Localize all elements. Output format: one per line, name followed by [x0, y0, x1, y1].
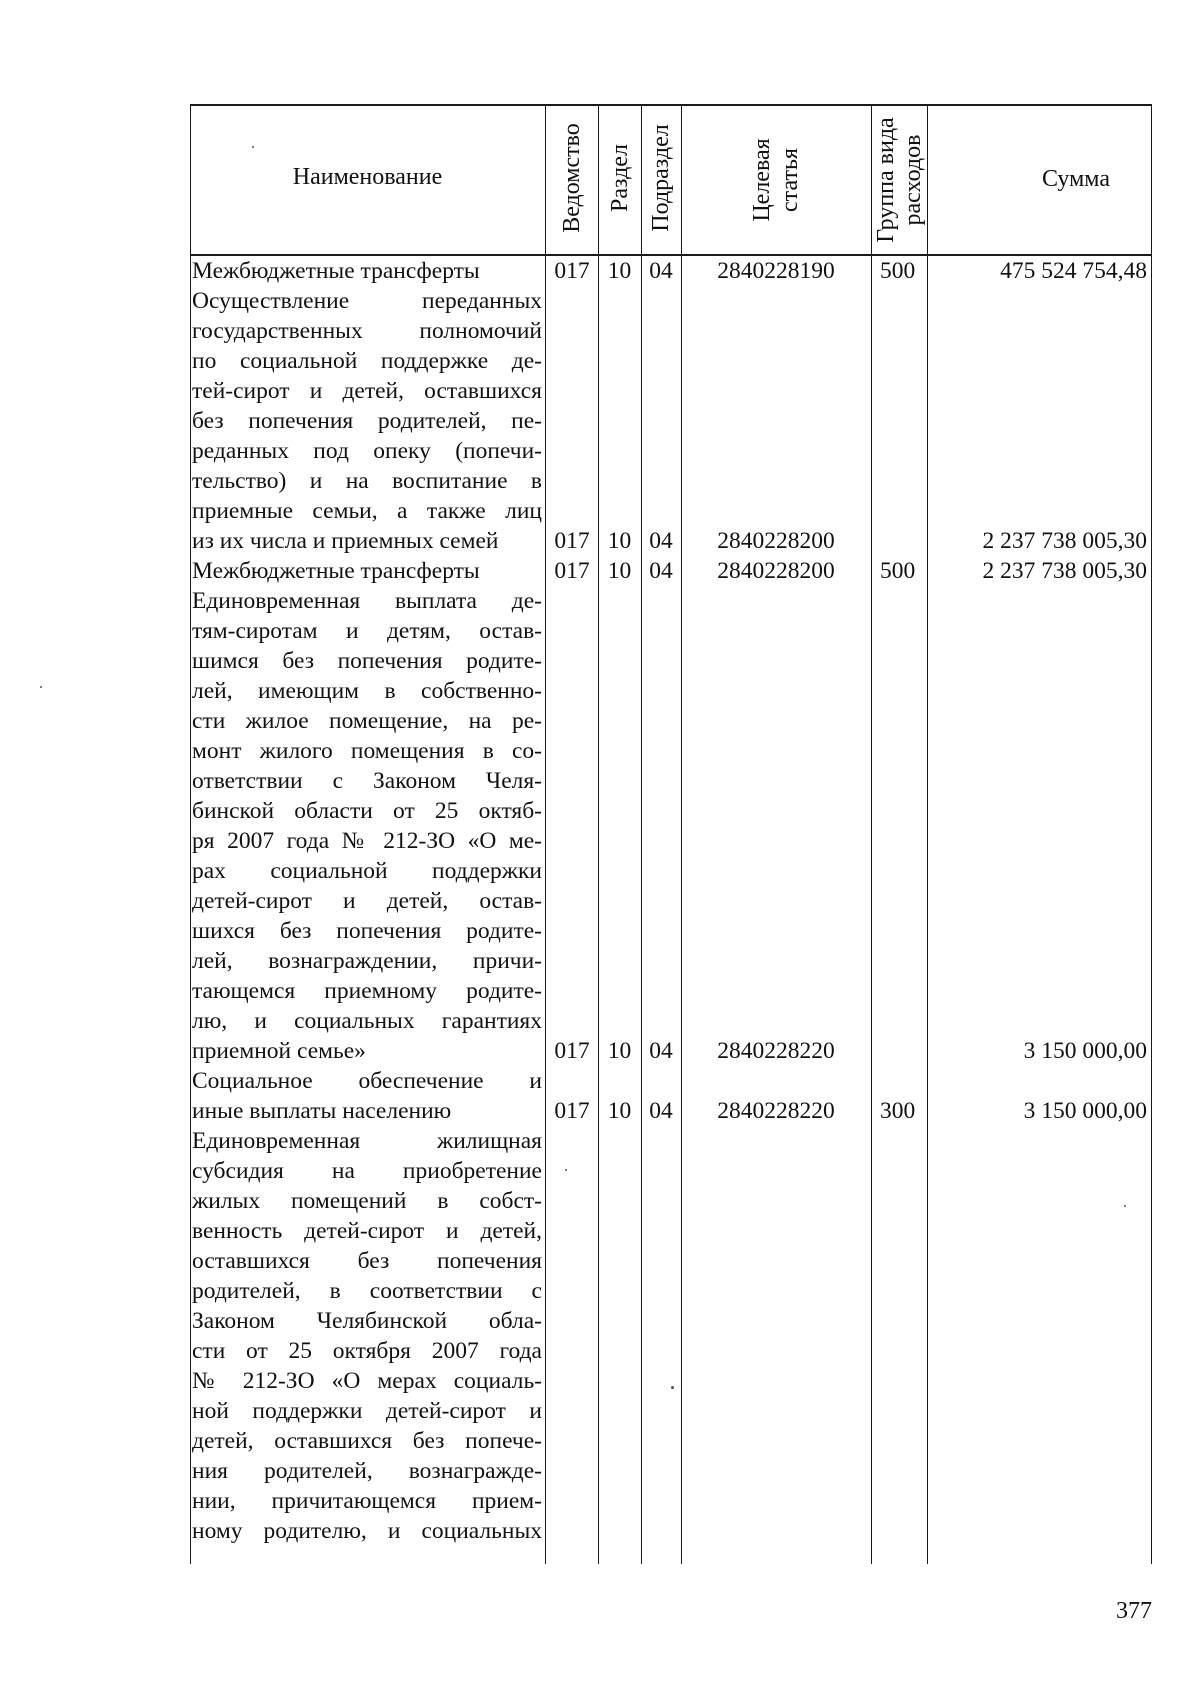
- summa-cell: 475 524 754,48: [1000, 258, 1147, 284]
- name-line: № 212-ЗО «О мерах социаль-: [192, 1368, 542, 1394]
- celevaya-cell: 2840228220: [717, 1098, 835, 1124]
- name-column: [192, 256, 542, 1546]
- razdel-cell: 10: [607, 558, 632, 584]
- razdel-cell: 10: [607, 528, 632, 554]
- name-line: рах социальной поддержки: [192, 858, 542, 884]
- name-line: Межбюджетные трансферты: [192, 558, 480, 584]
- header-gruppa-line2: расходов: [900, 134, 926, 226]
- name-line: приемные семьи, а также лиц: [192, 498, 542, 524]
- col-divider-cel: [681, 104, 682, 1564]
- header-summa: Сумма: [1042, 166, 1110, 192]
- name-line: жилых помещений в собст-: [192, 1188, 542, 1214]
- podrazdel-cell: 04: [649, 1098, 673, 1124]
- gruppa-cell: 500: [880, 558, 916, 584]
- header-vedomstvo: Ведомство: [559, 123, 585, 233]
- name-line: приемной семье»: [192, 1038, 366, 1064]
- name-line: шихся без попечения родите-: [192, 918, 542, 944]
- podrazdel-cell: 04: [649, 1038, 673, 1064]
- header-podrazdel: Подраздел: [648, 124, 674, 232]
- vedomstvo-cell: 017: [554, 1038, 590, 1064]
- header-celevaya-line2: статья: [777, 148, 803, 212]
- name-line: родителей, в соответствии с: [192, 1278, 542, 1304]
- name-line: Социальное обеспечение и: [192, 1068, 542, 1094]
- col-divider-sum: [927, 104, 928, 1564]
- celevaya-cell: 2840228200: [717, 528, 835, 554]
- table-top-border: [190, 104, 1152, 106]
- scan-speck: [252, 146, 254, 148]
- name-line: ния родителей, вознагражде-: [192, 1458, 542, 1484]
- summa-cell: 3 150 000,00: [1023, 1098, 1147, 1124]
- header-razdel: Раздел: [607, 144, 633, 212]
- name-line: лю, и социальных гарантиях: [192, 1008, 542, 1034]
- name-line: по социальной поддержке де-: [192, 348, 542, 374]
- celevaya-cell: 2840228220: [717, 1038, 835, 1064]
- name-line: тям-сиротам и детям, остав-: [192, 618, 542, 644]
- razdel-cell: 10: [607, 1098, 632, 1124]
- razdel-cell: 10: [607, 258, 632, 284]
- razdel-cell: 10: [607, 1038, 632, 1064]
- name-line: тающемся приемному родите-: [192, 978, 542, 1004]
- col-divider-raz: [598, 104, 599, 1564]
- name-line: Межбюджетные трансферты: [192, 258, 480, 284]
- scan-speck: [40, 686, 42, 688]
- podrazdel-cell: 04: [649, 528, 673, 554]
- scan-speck: [565, 1169, 567, 1171]
- name-line: государственных полномочий: [192, 318, 542, 344]
- vedomstvo-cell: 017: [554, 1098, 590, 1124]
- scan-speck: [1124, 1205, 1126, 1207]
- name-line: детей, оставшихся без попече-: [192, 1428, 542, 1454]
- gruppa-cell: 500: [880, 258, 916, 284]
- name-line: тельство) и на воспитание в: [192, 468, 542, 494]
- name-line: бинской области от 25 октяб-: [192, 798, 542, 824]
- name-line: ному родителю, и социальных: [192, 1518, 542, 1544]
- name-line: Законом Челябинской обла-: [192, 1308, 542, 1334]
- name-line: ной поддержки детей-сирот и: [192, 1398, 542, 1424]
- celevaya-cell: 2840228190: [717, 258, 835, 284]
- name-line: венность детей-сирот и детей,: [192, 1218, 542, 1244]
- name-line: оставшихся без попечения: [192, 1248, 542, 1274]
- name-line: из их числа и приемных семей: [192, 528, 499, 554]
- header-gruppa-line1: Группа вида: [873, 117, 899, 243]
- summa-cell: 2 237 738 005,30: [982, 528, 1147, 554]
- name-line: ря 2007 года № 212-ЗО «О ме-: [192, 828, 542, 854]
- vedomstvo-cell: 017: [554, 558, 590, 584]
- name-line: Единовременная жилищная: [192, 1128, 542, 1154]
- name-line: Осуществление переданных: [192, 288, 542, 314]
- name-line: лей, имеющим в собственно-: [192, 678, 542, 704]
- header-name: Наименование: [292, 164, 443, 190]
- name-line: Единовременная выплата де-: [192, 588, 542, 614]
- vedomstvo-cell: 017: [554, 258, 590, 284]
- name-line: тей-сирот и детей, оставшихся: [192, 378, 542, 404]
- name-line: сти жилое помещение, на ре-: [192, 708, 542, 734]
- col-divider-ved: [545, 104, 546, 1564]
- col-divider-grp: [871, 104, 872, 1564]
- name-line: сти от 25 октября 2007 года: [192, 1338, 542, 1364]
- table-right-border: [1151, 104, 1152, 1564]
- vedomstvo-cell: 017: [554, 528, 590, 554]
- celevaya-cell: 2840228200: [717, 558, 835, 584]
- summa-cell: 3 150 000,00: [1023, 1038, 1147, 1064]
- page-number: 377: [1116, 1598, 1152, 1624]
- name-line: субсидия на приобретение: [192, 1158, 542, 1184]
- name-line: реданных под опеку (попечи-: [192, 438, 542, 464]
- name-line: лей, вознаграждении, причи-: [192, 948, 542, 974]
- name-line: иные выплаты населению: [192, 1098, 452, 1124]
- name-line: без попечения родителей, пе-: [192, 408, 542, 434]
- podrazdel-cell: 04: [649, 258, 673, 284]
- gruppa-cell: 300: [880, 1098, 916, 1124]
- name-line: монт жилого помещения в со-: [192, 738, 542, 764]
- name-line: шимся без попечения родите-: [192, 648, 542, 674]
- name-line: детей-сирот и детей, остав-: [192, 888, 542, 914]
- name-line: нии, причитающемся прием-: [192, 1488, 542, 1514]
- name-line: ответствии с Законом Челя-: [192, 768, 542, 794]
- col-divider-pod: [641, 104, 642, 1564]
- podrazdel-cell: 04: [649, 558, 673, 584]
- summa-cell: 2 237 738 005,30: [982, 558, 1147, 584]
- header-celevaya-line1: Целевая: [749, 138, 775, 222]
- scan-speck: [671, 1386, 674, 1389]
